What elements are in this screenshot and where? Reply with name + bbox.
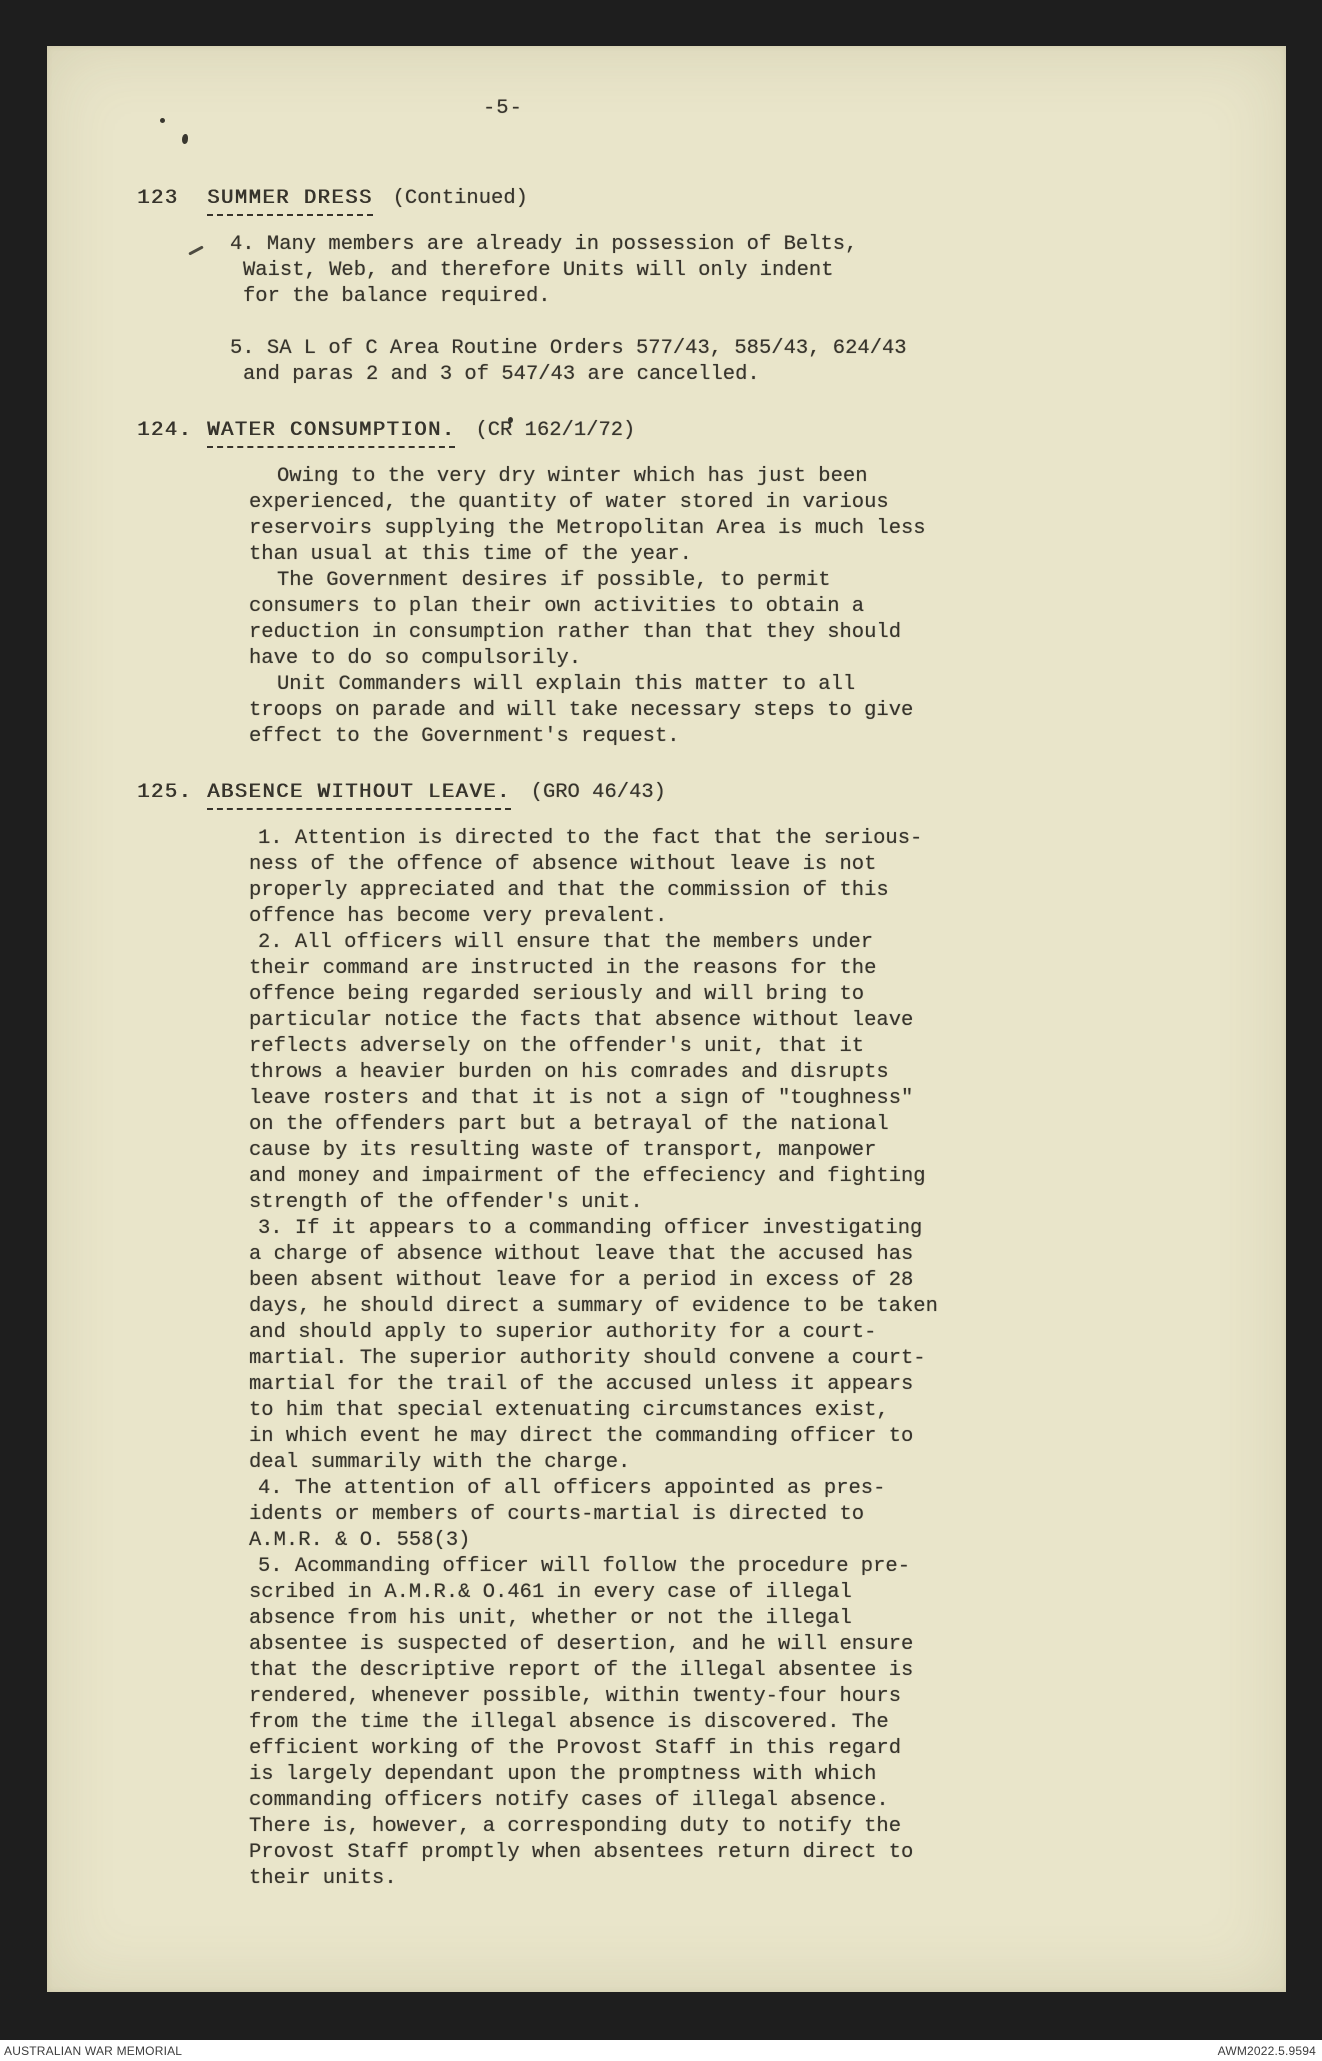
text-line: for the balance required. bbox=[243, 285, 551, 308]
text-line: reservoirs supplying the Metropolitan Area is much less bbox=[249, 517, 926, 540]
text-line: Unit Commanders will explain this matter to all bbox=[277, 673, 856, 696]
text-line: 5. Acommanding officer will follow the procedure pre- bbox=[258, 1555, 911, 1578]
text-block bbox=[249, 930, 1247, 1216]
text-line: ness of the offence of absence without leave is not bbox=[249, 853, 877, 876]
text-line: efficient working of the Provost Staff in this regard bbox=[249, 1737, 902, 1760]
text-line: Waist, Web, and therefore Units will only indent bbox=[243, 259, 834, 282]
text-block bbox=[249, 1554, 1247, 1892]
document-content bbox=[137, 46, 1247, 1892]
text-line: effect to the Government's request. bbox=[249, 725, 680, 748]
text-line: is largely dependant upon the promptness with which bbox=[249, 1763, 877, 1786]
text-block bbox=[249, 568, 1247, 672]
text-line: A.M.R. & O. 558(3) bbox=[249, 1529, 471, 1552]
text-line: offence has become very prevalent. bbox=[249, 905, 668, 928]
text-line: offence being regarded seriously and will bring to bbox=[249, 983, 865, 1006]
text-block bbox=[230, 232, 1247, 310]
text-line: martial. The superior authority should convene a court- bbox=[249, 1347, 926, 1370]
text-block bbox=[230, 336, 1247, 388]
section-number: 124. bbox=[137, 419, 193, 442]
text-line: 1. Attention is directed to the fact that the serious- bbox=[258, 827, 923, 850]
text-line: on the offenders part but a betrayal of the national bbox=[249, 1113, 889, 1136]
text-line: their command are instructed in the reasons for the bbox=[249, 957, 877, 980]
text-line: strength of the offender's unit. bbox=[249, 1191, 643, 1214]
text-line: 5. SA L of C Area Routine Orders 577/43, 585/43, 624/43 bbox=[230, 337, 907, 360]
section bbox=[137, 418, 1247, 750]
section-suffix: (GRO 46/43) bbox=[530, 781, 666, 804]
section-number: 123 bbox=[137, 187, 179, 210]
section-title: ABSENCE WITHOUT LEAVE. bbox=[207, 780, 511, 810]
text-line: reflects adversely on the offender's unit, that it bbox=[249, 1035, 865, 1058]
text-line: troops on parade and will take necessary steps to give bbox=[249, 699, 914, 722]
text-line: have to do so compulsorily. bbox=[249, 647, 582, 670]
text-line: idents or members of courts-martial is directed to bbox=[249, 1503, 865, 1526]
text-line: their units. bbox=[249, 1867, 397, 1890]
text-line: martial for the trail of the accused unless it appears bbox=[249, 1373, 914, 1396]
section-number: 125. bbox=[137, 781, 193, 804]
text-line: 2. All officers will ensure that the members under bbox=[258, 931, 874, 954]
document-paper bbox=[47, 46, 1286, 1992]
text-line: consumers to plan their own activities to obtain a bbox=[249, 595, 865, 618]
text-line: leave rosters and that it is not a sign of "toughness" bbox=[249, 1087, 914, 1110]
section-header bbox=[137, 418, 1247, 448]
text-block bbox=[249, 464, 1247, 568]
footer-archive-id: AWM2022.5.9594 bbox=[1217, 2043, 1316, 2058]
text-line: and should apply to superior authority for a court- bbox=[249, 1321, 877, 1344]
text-line: than usual at this time of the year. bbox=[249, 543, 692, 566]
text-line: that the descriptive report of the illegal absentee is bbox=[249, 1659, 914, 1682]
text-line: days, he should direct a summary of evidence to be taken bbox=[249, 1295, 938, 1318]
text-line: been absent without leave for a period in excess of 28 bbox=[249, 1269, 914, 1292]
text-line: deal summarily with the charge. bbox=[249, 1451, 631, 1474]
text-line: from the time the illegal absence is discovered. The bbox=[249, 1711, 889, 1734]
text-line: and paras 2 and 3 of 547/43 are cancelled. bbox=[243, 363, 760, 386]
text-line: commanding officers notify cases of illegal absence. bbox=[249, 1789, 889, 1812]
text-line: properly appreciated and that the commission of this bbox=[249, 879, 889, 902]
text-line: cause by its resulting waste of transport, manpower bbox=[249, 1139, 877, 1162]
section-header bbox=[137, 780, 1247, 810]
text-line: absence from his unit, whether or not the illegal bbox=[249, 1607, 852, 1630]
text-block bbox=[249, 826, 1247, 930]
text-line: The Government desires if possible, to permit bbox=[277, 569, 831, 592]
text-line: experienced, the quantity of water stored in various bbox=[249, 491, 889, 514]
section-title: WATER CONSUMPTION. bbox=[207, 418, 455, 448]
text-line: There is, however, a corresponding duty to notify the bbox=[249, 1815, 902, 1838]
section-suffix: (CR 162/1/72) bbox=[475, 419, 636, 442]
text-line: in which event he may direct the commanding officer to bbox=[249, 1425, 914, 1448]
section-header bbox=[137, 186, 1247, 216]
text-line: absentee is suspected of desertion, and he will ensure bbox=[249, 1633, 914, 1656]
section-title: SUMMER DRESS bbox=[207, 186, 373, 216]
section bbox=[137, 780, 1247, 1892]
page-number: -5- bbox=[483, 97, 523, 120]
text-line: throws a heavier burden on his comrades and disrupts bbox=[249, 1061, 889, 1084]
section bbox=[137, 186, 1247, 388]
text-line: scribed in A.M.R.& O.461 in every case of illegal bbox=[249, 1581, 852, 1604]
text-block bbox=[249, 1476, 1247, 1554]
text-line: to him that special extenuating circumstances exist, bbox=[249, 1399, 889, 1422]
text-block bbox=[249, 672, 1247, 750]
text-line: 4. The attention of all officers appointed as pres- bbox=[258, 1477, 886, 1500]
text-line: particular notice the facts that absence without leave bbox=[249, 1009, 914, 1032]
text-line: Provost Staff promptly when absentees return direct to bbox=[249, 1841, 914, 1864]
text-line: a charge of absence without leave that the accused has bbox=[249, 1243, 914, 1266]
text-line: and money and impairment of the effeciency and fighting bbox=[249, 1165, 926, 1188]
text-line: reduction in consumption rather than that they should bbox=[249, 621, 902, 644]
text-line: rendered, whenever possible, within twenty-four hours bbox=[249, 1685, 902, 1708]
text-block bbox=[249, 1216, 1247, 1476]
footer-bar bbox=[0, 2040, 1322, 2061]
text-line: Owing to the very dry winter which has just been bbox=[277, 465, 868, 488]
footer-archive-name: AUSTRALIAN WAR MEMORIAL bbox=[4, 2043, 183, 2058]
text-line: 3. If it appears to a commanding officer investigating bbox=[258, 1217, 923, 1240]
text-line: 4. Many members are already in possession of Belts, bbox=[230, 233, 858, 256]
section-suffix: (Continued) bbox=[392, 187, 528, 210]
